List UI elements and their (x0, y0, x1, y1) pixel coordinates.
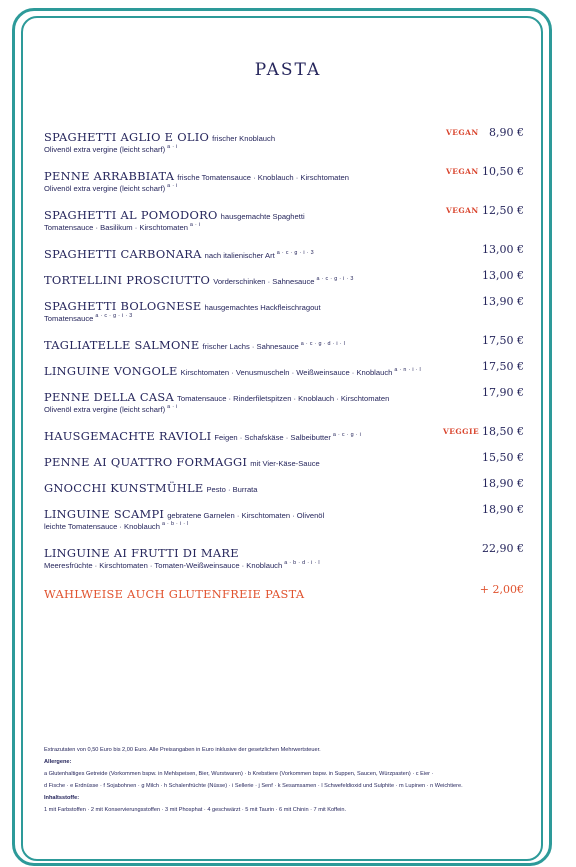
item-subline-text: leichte Tomatensauce · Knoblauch (44, 522, 160, 531)
gluten-free-option (44, 583, 524, 601)
item-price: 17,50 € (482, 360, 524, 373)
item-description: Feigen · Schafskäse · Salbeibutter (214, 433, 331, 442)
item-description: frischer Knoblauch (212, 134, 276, 143)
item-name: PENNE AI QUATTRO FORMAGGI (44, 455, 248, 469)
menu-item (44, 204, 524, 231)
item-subline-text: Olivenöl extra vergine (leicht scharf) (44, 184, 166, 193)
item-price: 8,90 € (489, 126, 524, 139)
item-subline-text: Olivenöl extra vergine (leicht scharf) (44, 145, 166, 154)
item-name: TAGLIATELLE SALMONE (44, 338, 200, 352)
gluten-free-label: WAHLWEISE AUCH GLUTENFREIE PASTA (44, 587, 305, 601)
inhaltsstoffe-heading: Inhaltsstoffe: (44, 795, 80, 801)
menu-item (44, 503, 524, 530)
menu-item (44, 269, 524, 287)
item-allergens: a · c · g · i · 3 (276, 250, 314, 256)
footer-notes (44, 744, 524, 816)
item-name: PENNE ARRABBIATA (44, 169, 175, 183)
item-price: 13,00 € (482, 269, 524, 282)
item-description: hausgemachte Spaghetti (220, 212, 305, 221)
item-header-line (44, 425, 524, 443)
page-title: PASTA (254, 60, 322, 80)
menu-item (44, 477, 524, 495)
item-header-line (44, 386, 524, 404)
item-price: 13,90 € (482, 295, 524, 308)
item-allergens: a · c · g · i · 3 (316, 276, 354, 282)
item-price: 12,50 € (482, 204, 524, 217)
item-description: frischer Lachs · Sahnesauce (202, 342, 299, 351)
allergene-line-2: d Fische · e Erdnüsse · f Sojabohnen · g Milch · h Schalenfrüchte (Nüsse) · i Sellerie · j Senf · k Sesamsamen · l Schwefeldioxid und Sulphite · m Lupinen · n Weichtiere. (44, 783, 463, 789)
item-description: Tomatensauce · Rinderfiletspitzen · Knoblauch · Kirschtomaten (177, 394, 390, 403)
item-name: SPAGHETTI AL POMODORO (44, 208, 218, 222)
item-header-line (44, 360, 524, 378)
item-allergens: a · n · i · l (394, 367, 422, 373)
item-header-line (44, 334, 524, 352)
menu-item (44, 386, 524, 413)
item-allergens: a · c · g · i (332, 432, 362, 438)
item-allergens: a · c · g · i · 3 (95, 313, 133, 319)
menu-item (44, 451, 524, 469)
item-price: 18,50 € (482, 425, 524, 438)
item-allergens: a · b · i · l (161, 521, 189, 527)
item-header-line (44, 126, 524, 144)
item-price: 22,90 € (482, 542, 524, 555)
item-header-line (44, 204, 524, 222)
menu-item (44, 360, 524, 378)
vegan-badge: VEGAN (446, 206, 479, 215)
item-subline-text: Meeresfrüchte · Kirschtomaten · Tomaten-Weißweinsauce · Knoblauch (44, 561, 283, 570)
item-price: 13,00 € (482, 243, 524, 256)
item-name: HAUSGEMACHTE RAVIOLI (44, 429, 212, 443)
menu-item (44, 165, 524, 192)
item-allergens: a · b · d · i · l (284, 560, 320, 566)
item-name: SPAGHETTI CARBONARA (44, 247, 202, 261)
item-price: 15,50 € (482, 451, 524, 464)
item-header-line (44, 477, 524, 495)
item-price: 10,50 € (482, 165, 524, 178)
item-name: PENNE DELLA CASA (44, 390, 175, 404)
item-name: SPAGHETTI BOLOGNESE (44, 299, 202, 313)
item-description: nach italienischer Art (204, 251, 275, 260)
vegan-badge: VEGAN (446, 167, 479, 176)
menu-item (44, 126, 524, 153)
item-description: hausgemachtes Hackfleischragout (204, 303, 321, 312)
menu-item (44, 243, 524, 261)
item-description: mit Vier-Käse-Sauce (250, 459, 320, 468)
item-name: LINGUINE SCAMPI (44, 507, 165, 521)
allergene-line-1: a Glutenhaltiges Getreide (Vorkommen bspw. in Mehlspeisen, Bier, Wurstwaren) · b Krebstiere (Vorkommen bspw. in Suppen, Saucen, Würzpasten) · c Eier · (44, 771, 434, 777)
item-subline-text: Olivenöl extra vergine (leicht scharf) (44, 405, 166, 414)
item-name: TORTELLINI PROSCIUTTO (44, 273, 211, 287)
menu-item (44, 542, 524, 569)
item-description: gebratene Garnelen · Kirschtomaten · Olivenöl (167, 511, 325, 520)
item-price: 18,90 € (482, 477, 524, 490)
item-allergens: a · i (189, 222, 201, 228)
item-description: Pesto · Burrata (206, 485, 258, 494)
gluten-free-price: + 2,00€ (479, 583, 524, 596)
item-header-line (44, 243, 524, 261)
item-header-line (44, 451, 524, 469)
allergene-heading: Allergene: (44, 759, 72, 765)
vegan-badge: VEGAN (446, 128, 479, 137)
item-header-line (44, 542, 524, 560)
inhaltsstoffe-line: 1 mit Farbstoffen · 2 mit Konservierungsstoffen · 3 mit Phosphat · 4 geschwärzt · 5 mit Taurin · 6 mit Chinin · 7 mit Koffein. (44, 807, 347, 813)
menu-item (44, 425, 524, 443)
item-description: Vorderschinken · Sahnesauce (213, 277, 315, 286)
menu-item (44, 334, 524, 352)
item-allergens: a · c · g · d · i · l (300, 341, 346, 347)
item-header-line (44, 269, 524, 287)
item-name: LINGUINE VONGOLE (44, 364, 178, 378)
item-subline-text: Tomatensauce · Basilikum · Kirschtomaten (44, 223, 188, 232)
item-subline-text: Tomatensauce (44, 314, 94, 323)
item-header-line (44, 503, 524, 521)
item-name: GNOCCHI KUNSTMÜHLE (44, 481, 204, 495)
item-header-line (44, 165, 524, 183)
item-description: Kirschtomaten · Venusmuscheln · Weißweinsauce · Knoblauch (180, 368, 393, 377)
item-allergens: a · i (167, 404, 178, 410)
item-price: 17,90 € (482, 386, 524, 399)
item-header-line (44, 295, 524, 313)
extras-note: Extrazutaten von 0,50 Euro bis 2,00 Euro. Alle Preisangaben in Euro inklusive der gesetzlichen Mehrwertsteuer. (44, 747, 321, 753)
item-description: frische Tomatensauce · Knoblauch · Kirschtomaten (177, 173, 349, 182)
item-price: 18,90 € (482, 503, 524, 516)
item-price: 17,50 € (482, 334, 524, 347)
item-name: SPAGHETTI AGLIO E OLIO (44, 130, 210, 144)
menu-item (44, 295, 524, 322)
item-allergens: a · i (167, 183, 178, 189)
veggie-badge: VEGGIE (443, 427, 480, 436)
item-allergens: a · i (167, 144, 178, 150)
item-name: LINGUINE AI FRUTTI DI MARE (44, 546, 239, 560)
